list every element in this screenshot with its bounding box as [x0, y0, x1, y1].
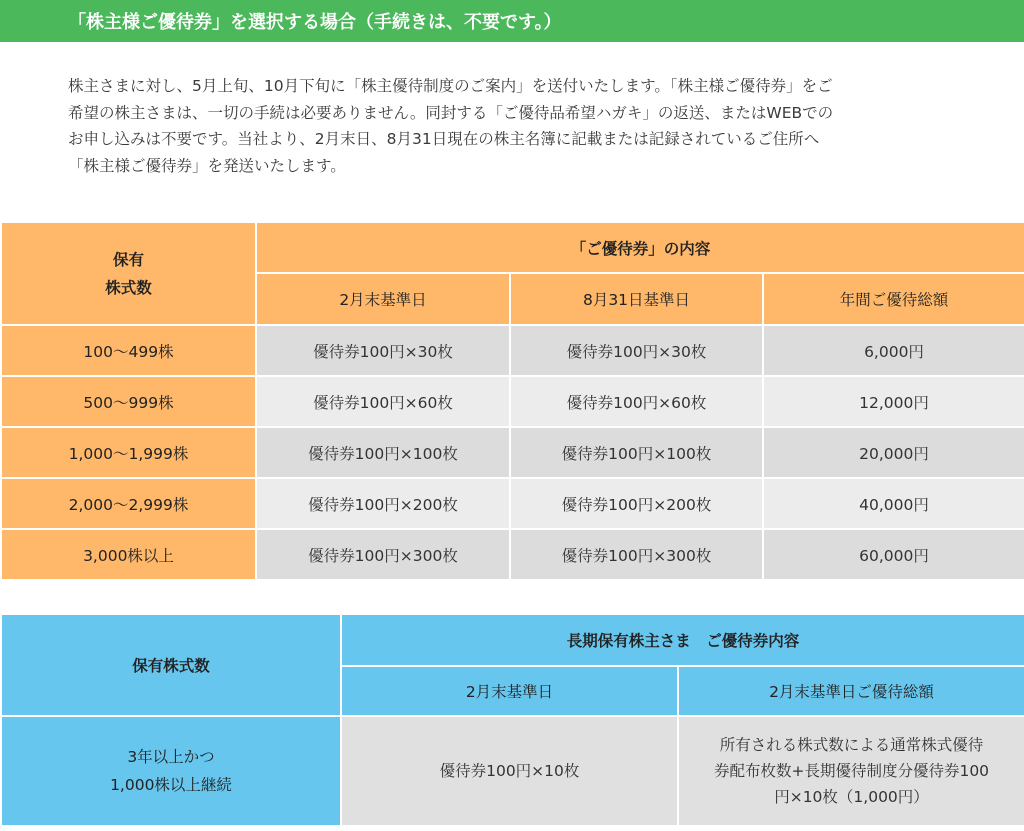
shares-line: 3年以上かつ	[127, 748, 215, 766]
intro-line: お申し込みは不要です。当社より、2月末日、8月31日現在の株主名簿に記載または記録されているご住所へ	[68, 130, 820, 148]
row-shares	[1, 716, 341, 826]
cell-feb: 優待券100円×30枚	[256, 325, 510, 376]
table1-corner-header	[1, 222, 256, 325]
cell-feb: 優待券100円×300枚	[256, 529, 510, 580]
intro-line: 希望の株主さまは、一切の手続は必要ありません。同封する「ご優待品希望ハガキ」の返送、またはWEBでの	[68, 103, 834, 122]
regular-benefit-table	[0, 221, 1024, 581]
section-banner	[0, 0, 1024, 42]
total-line: 円×10枚（1,000円）	[774, 788, 929, 806]
col-header-feb: 2月末基準日	[341, 666, 678, 716]
col-header-feb: 2月末基準日	[256, 273, 510, 325]
total-line: 所有される株式数による通常株式優待	[719, 736, 984, 754]
row-shares: 1,000～1,999株	[1, 427, 256, 478]
col-header-total: 年間ご優待総額	[763, 273, 1024, 325]
cell-feb: 優待券100円×200枚	[256, 478, 510, 529]
cell-feb: 優待券100円×100枚	[256, 427, 510, 478]
row-shares: 2,000～2,999株	[1, 478, 256, 529]
row-shares: 3,000株以上	[1, 529, 256, 580]
table-row	[1, 716, 1024, 826]
banner-title: 「株主様ご優待券」を選択する場合（手続きは、不要です。）	[68, 12, 562, 33]
table-row	[1, 529, 1024, 580]
cell-aug: 優待券100円×100枚	[510, 427, 763, 478]
cell-total: 6,000円	[763, 325, 1024, 376]
cell-aug: 優待券100円×60枚	[510, 376, 763, 427]
col-header-aug: 8月31日基準日	[510, 273, 763, 325]
cell-aug: 優待券100円×300枚	[510, 529, 763, 580]
table-row	[1, 376, 1024, 427]
table-row	[1, 478, 1024, 529]
intro-line: 株主さまに対し、5月上旬、10月下旬に「株主優待制度のご案内」を送付いたします。「株主様ご優待券」をご	[68, 77, 833, 95]
table2-corner-header: 保有株式数	[1, 614, 341, 716]
row-shares: 100～499株	[1, 325, 256, 376]
table2-group-header: 長期保有株主さま ご優待券内容	[341, 614, 1024, 666]
total-line: 券配布枚数+長期優待制度分優待券100	[713, 762, 990, 780]
cell-feb: 優待券100円×10枚	[341, 716, 678, 826]
table1-group-header: 「ご優待券」の内容	[256, 222, 1024, 273]
cell-total: 60,000円	[763, 529, 1024, 580]
intro-line: 「株主様ご優待券」を発送いたします。	[68, 156, 346, 175]
corner-line: 株式数	[105, 278, 152, 297]
table-row	[1, 325, 1024, 376]
cell-total: 40,000円	[763, 478, 1024, 529]
cell-feb: 優待券100円×60枚	[256, 376, 510, 427]
cell-aug: 優待券100円×200枚	[510, 478, 763, 529]
col-header-total: 2月末基準日ご優待総額	[678, 666, 1024, 716]
table-row	[1, 427, 1024, 478]
long-term-benefit-table	[0, 613, 1024, 827]
cell-aug: 優待券100円×30枚	[510, 325, 763, 376]
row-shares: 500～999株	[1, 376, 256, 427]
intro-paragraph	[68, 73, 958, 179]
cell-total	[678, 716, 1024, 826]
corner-line: 保有	[112, 250, 144, 269]
cell-total: 20,000円	[763, 427, 1024, 478]
shares-line: 1,000株以上継続	[110, 776, 232, 794]
cell-total: 12,000円	[763, 376, 1024, 427]
